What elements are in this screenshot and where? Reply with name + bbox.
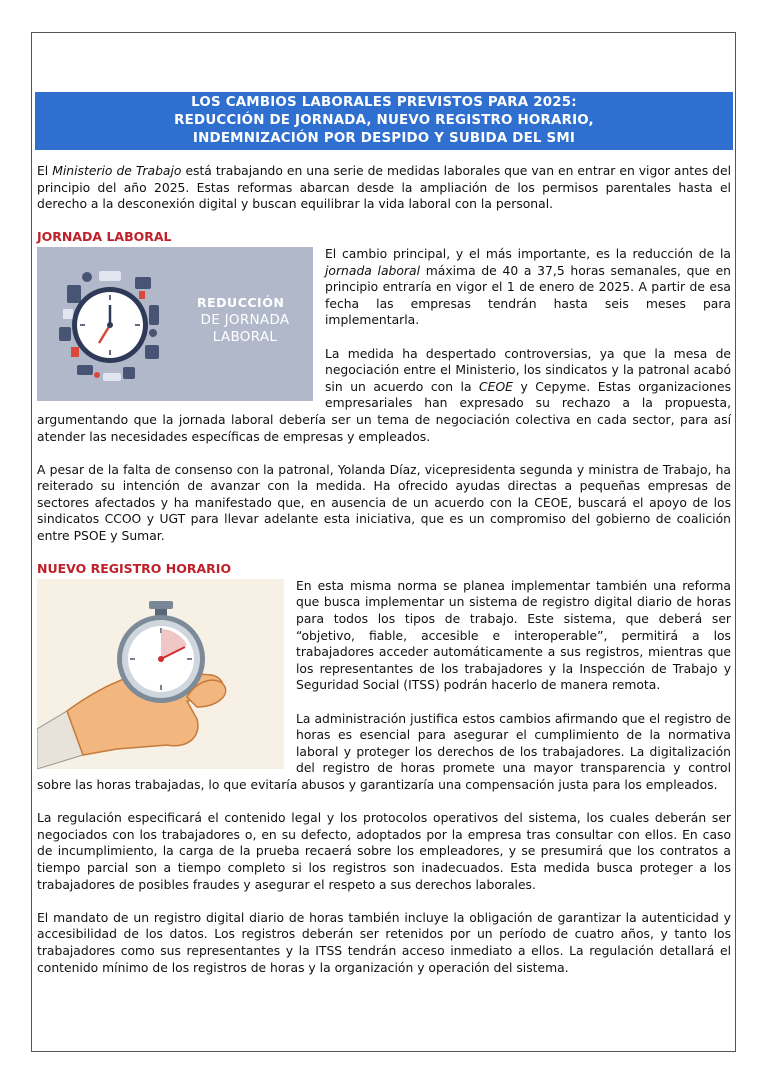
reduccion-jornada-image — [37, 247, 313, 401]
title-line-1: LOS CAMBIOS LABORALES PREVISTOS PARA 2025: — [191, 95, 577, 110]
registro-paragraph-1: En esta misma norma se planea implementar también una reforma que busca implementar un sistema de registro digital diario de horas para todos los tipos de trabajo. Este sistema, que deberá ser “objetivo, fiable, accesible e interoperable”, permitirá a los trabajadores acceder automáticamente a sus registros, mientras que los representantes de los trabajadores y la Inspección de Trabajo y Seguridad Social (ITSS) podrán hacerlo de manera remota. — [296, 578, 731, 693]
jornada-paragraph-1: El cambio principal, y el más importante, es la reducción de la jornada laboral máxima de 40 a 37,5 horas semanales, que en principio entraría en vigor el 1 de enero de 2025. A partir de esa fecha las empresas tendrán hasta seis meses para implementarla. — [325, 246, 732, 328]
stopwatch-hand-image — [37, 579, 284, 769]
registro-paragraph-4: El mandato de un registro digital diario de horas también incluye la obligación de garantizar la autenticidad y accesibilidad de los datos. Los registros deberán ser retenidos por un período de cuatro años, y tanto los trabajadores como sus representantes y la ITSS tendrán acceso inmediato a ellos. La regulación detallará el contenido mínimo de los registros de horas y la organización y operación del sistema. — [37, 910, 731, 975]
jornada-paragraph-3: A pesar de la falta de consenso con la patronal, Yolanda Díaz, vicepresidenta segunda y ministra de Trabajo, ha reiterado su intención de avanzar con la medida. Ha ofrecido ayudas directas a pequeñas empresas de sectores afectados y ha manifestado que, en ausencia de un acuerdo con la CEOE, buscará el apoyo de los sindicatos CCOO y UGT para llevar adelante esta iniciativa, que es un compromiso del gobierno de coalición entre PSOE y Sumar. — [37, 462, 731, 544]
section-heading-jornada: JORNADA LABORAL — [37, 229, 172, 245]
title-line-3: INDEMNIZACIÓN POR DESPIDO Y SUBIDA DEL SMI — [192, 131, 576, 146]
article-body — [37, 163, 731, 993]
section-heading-registro: NUEVO REGISTRO HORARIO — [37, 561, 232, 577]
jornada-paragraph-2: La medida ha despertado controversias, ya que la mesa de negociación entre el Ministerio, los sindicatos y la patronal acabó sin un acuerdo con la CEOE y Cepyme. Estas organizaciones empresariales han expresado su rechazo a la propuesta, argumentando que la jornada laboral debería ser un tema de negociación colectiva en cada sector, para así atender las necesidades específicas de empresas y empleados. — [37, 346, 732, 444]
image-subtitle-text: DE JORNADA LABORAL — [200, 311, 290, 345]
title-banner — [35, 92, 733, 150]
stopwatch-illustration — [37, 579, 284, 769]
registro-paragraph-2: La administración justifica estos cambios afirmando que el registro de horas es esencial para asegurar el cumplimiento de la normativa laboral y proteger los derechos de los trabajadores. La digitalización del registro de horas promete una mayor transparencia y control sobre las horas trabajadas, lo que evitaría abusos y garantizaría una compensación justa para los empleados. — [37, 711, 731, 792]
intro-paragraph: El Ministerio de Trabajo está trabajando en una serie de medidas laborales que van en entrar en vigor antes del principio del año 2025. Estas reformas abarcan desde la ampliación de los permisos parentales hasta el derecho a la desconexión digital y buscan equilibrar la vida laboral con la personal. — [37, 164, 732, 212]
title-line-2: REDUCCIÓN DE JORNADA, NUEVO REGISTRO HORARIO, — [174, 113, 594, 128]
image-title-text: REDUCCIÓN — [197, 294, 285, 310]
registro-paragraph-3: La regulación especificará el contenido legal y los protocolos operativos del sistema, los cuales deberán ser negociados con los trabajadores o, en su defecto, adoptados por la empresa tras consultar con ellos. En caso de incumplimiento, la carga de la prueba recaerá sobre los empleadores, y se presumirá que los contratos a tiempo parcial son a tiempo completo si los registros son inadecuados. Esta medida busca proteger a los trabajadores de posibles fraudes y asegurar el respeto a sus derechos laborales. — [37, 811, 731, 892]
